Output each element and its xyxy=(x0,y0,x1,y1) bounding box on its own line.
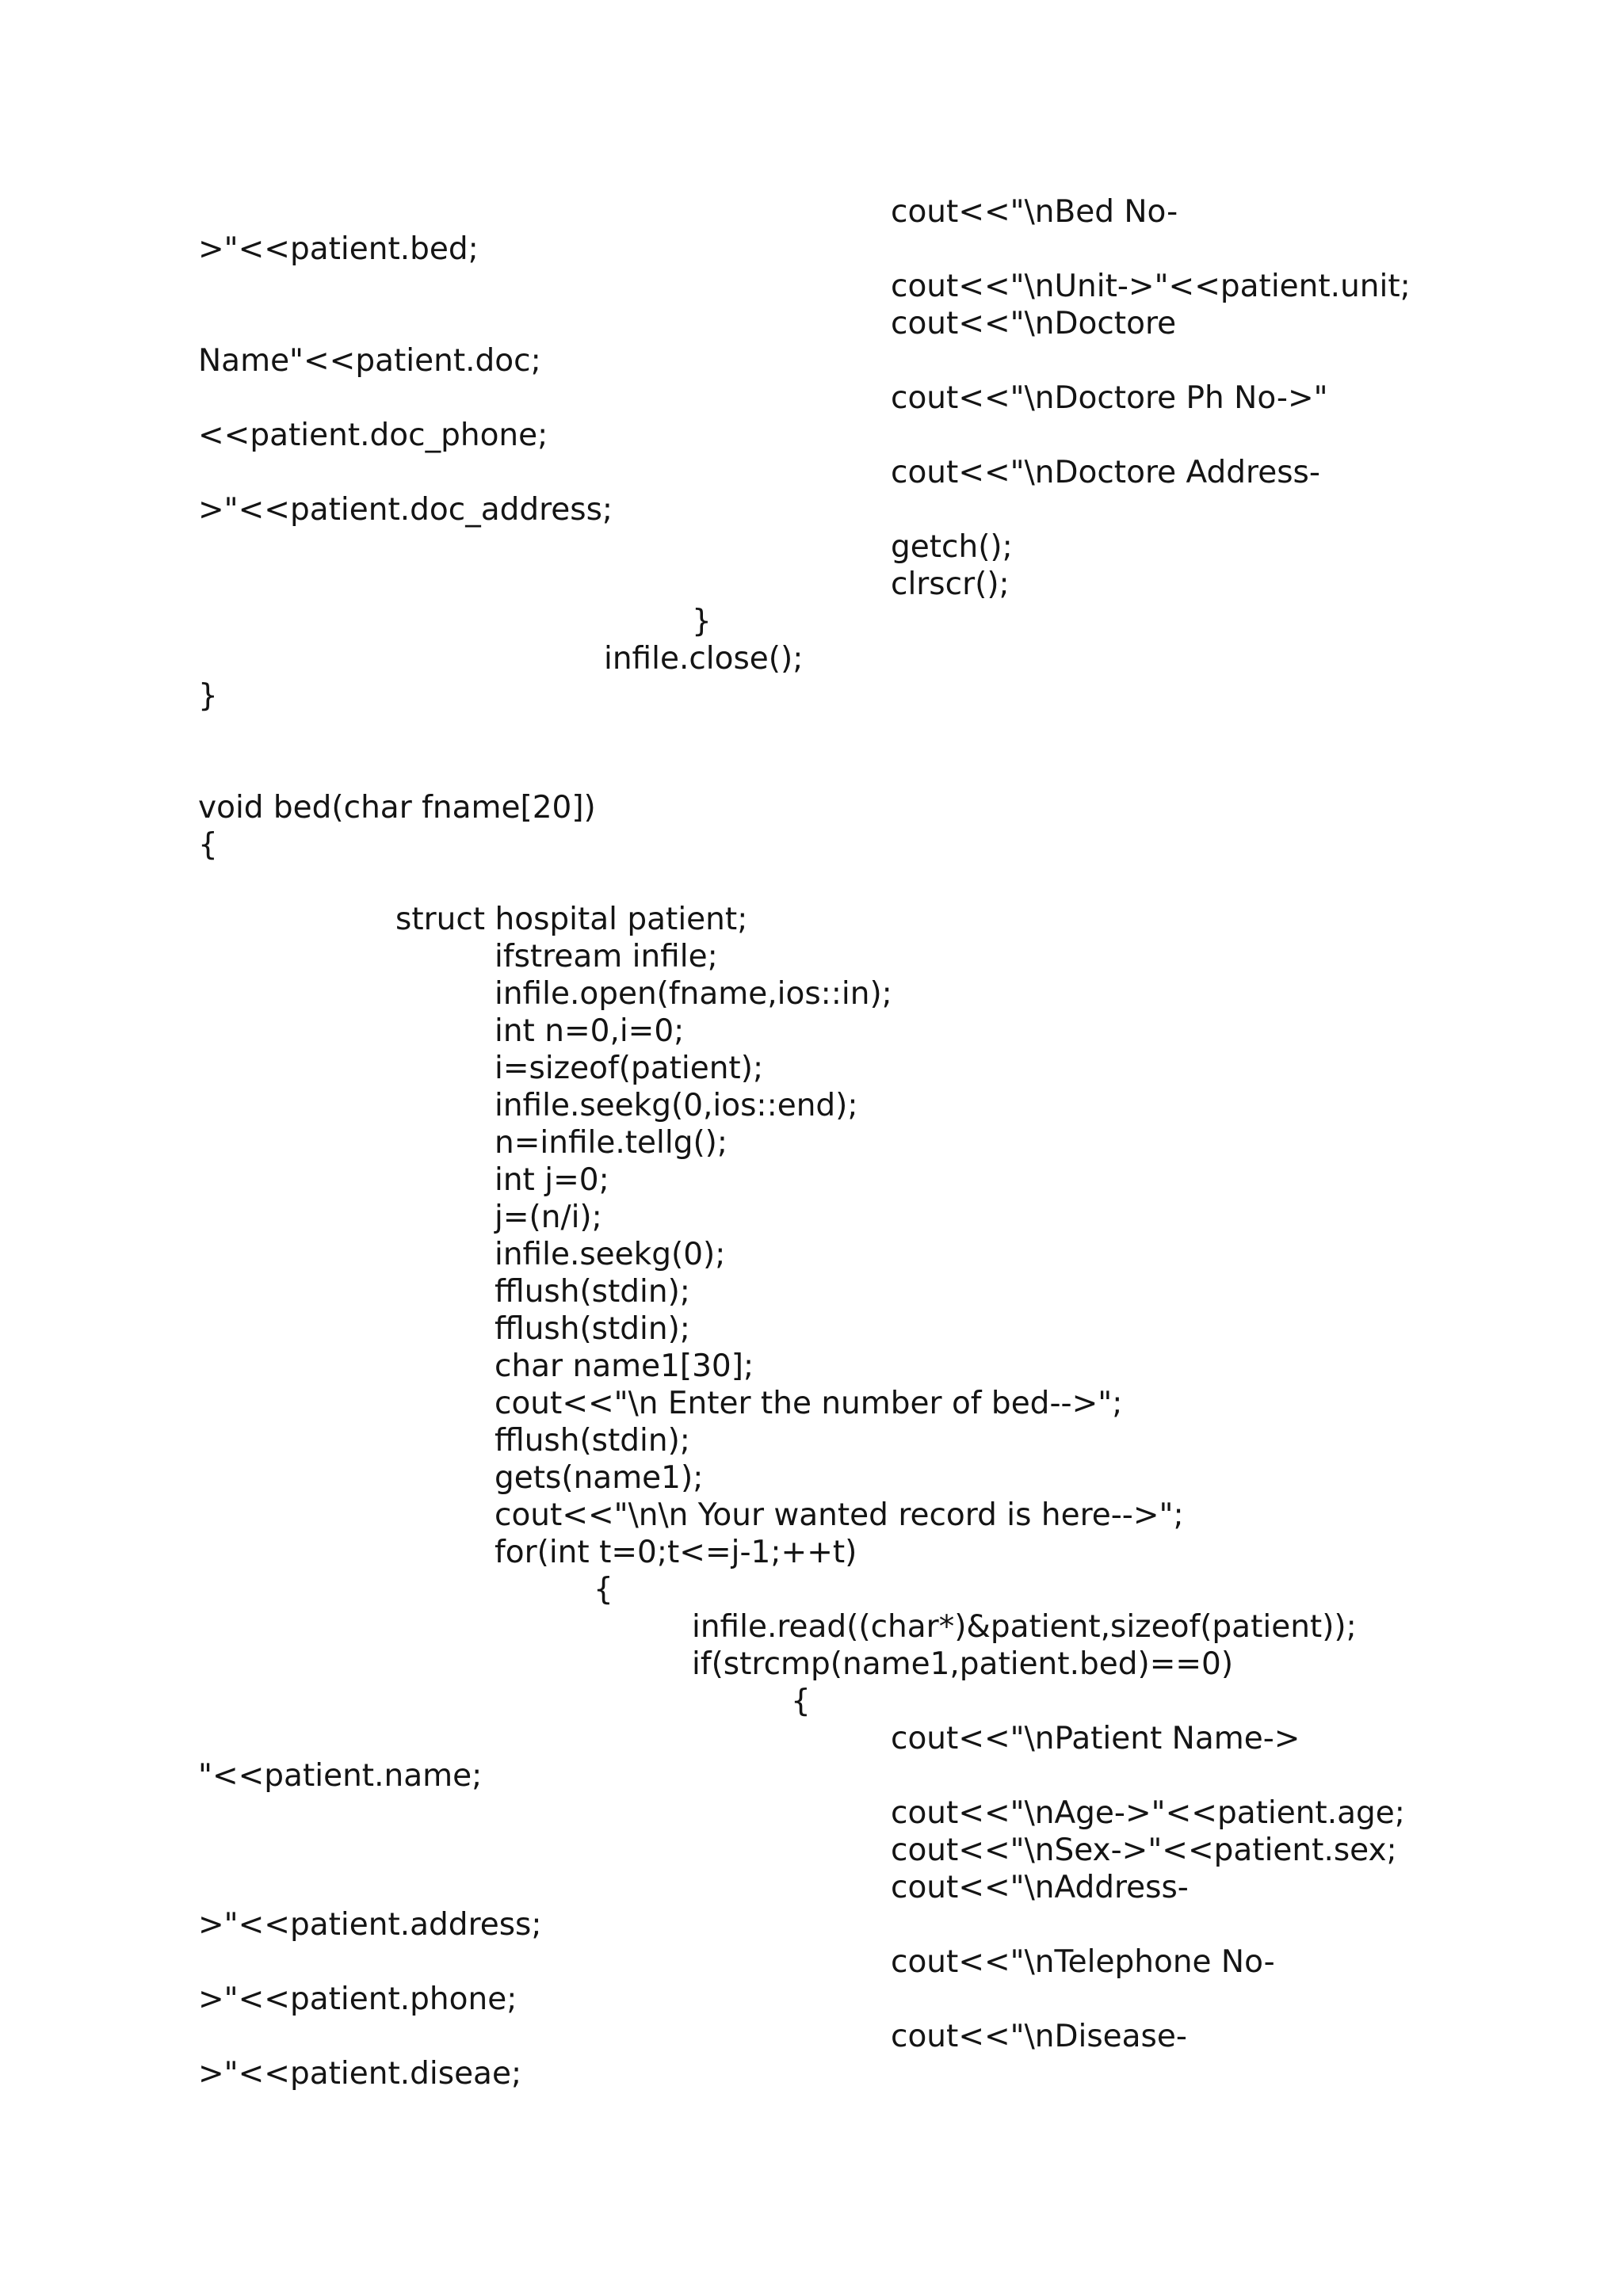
code-line: getch(); xyxy=(891,529,1013,565)
code-line: >"<<patient.address; xyxy=(198,1907,542,1943)
code-line: fflush(stdin); xyxy=(495,1423,690,1459)
code-line: } xyxy=(692,604,712,639)
code-line: char name1[30]; xyxy=(495,1348,754,1384)
code-line: void bed(char fname[20]) xyxy=(198,790,596,826)
code-line: fflush(stdin); xyxy=(495,1274,690,1310)
code-line: cout<<"\nTelephone No- xyxy=(891,1944,1275,1980)
code-line: cout<<"\n\n Your wanted record is here-->"; xyxy=(495,1497,1184,1533)
code-line: } xyxy=(198,678,218,714)
code-line: >"<<patient.diseae; xyxy=(198,2056,522,2092)
code-line: if(strcmp(name1,patient.bed)==0) xyxy=(692,1646,1234,1682)
code-line: infile.seekg(0); xyxy=(495,1237,726,1272)
code-line: infile.close(); xyxy=(604,641,804,677)
code-line: { xyxy=(791,1684,811,1719)
code-line: for(int t=0;t<=j-1;++t) xyxy=(495,1535,857,1570)
code-line: cout<<"\nBed No- xyxy=(891,194,1178,230)
code-line: clrscr(); xyxy=(891,566,1010,602)
code-line: cout<<"\nDoctore Address- xyxy=(891,455,1320,490)
code-line: { xyxy=(198,827,218,863)
code-line: >"<<patient.phone; xyxy=(198,1981,517,2017)
code-line: cout<<"\nAddress- xyxy=(891,1870,1189,1905)
code-line: i=sizeof(patient); xyxy=(495,1051,764,1086)
code-line: ifstream infile; xyxy=(495,939,718,974)
code-line: gets(name1); xyxy=(495,1460,704,1496)
code-line: j=(n/i); xyxy=(495,1199,602,1235)
code-line: "<<patient.name; xyxy=(198,1758,483,1794)
code-line: { xyxy=(594,1572,613,1608)
code-line: cout<<"\nPatient Name-> xyxy=(891,1721,1300,1756)
code-line: infile.seekg(0,ios::end); xyxy=(495,1088,858,1123)
code-line: infile.read((char*)&patient,sizeof(patient)); xyxy=(692,1609,1357,1645)
code-line: >"<<patient.doc_address; xyxy=(198,492,613,528)
code-line: cout<<"\nDisease- xyxy=(891,2019,1187,2054)
code-line: fflush(stdin); xyxy=(495,1311,690,1347)
code-line: int n=0,i=0; xyxy=(495,1013,685,1049)
code-line: cout<<"\n Enter the number of bed-->"; xyxy=(495,1386,1123,1421)
code-line: int j=0; xyxy=(495,1162,609,1198)
code-line: Name"<<patient.doc; xyxy=(198,343,541,379)
code-line: cout<<"\nUnit->"<<patient.unit; xyxy=(891,269,1411,304)
code-line: n=infile.tellg(); xyxy=(495,1125,728,1161)
code-line: >"<<patient.bed; xyxy=(198,231,479,267)
code-line: struct hospital patient; xyxy=(395,902,748,937)
code-line: cout<<"\nAge->"<<patient.age; xyxy=(891,1795,1405,1831)
code-line: cout<<"\nDoctore Ph No->" xyxy=(891,380,1328,416)
code-line: cout<<"\nDoctore xyxy=(891,306,1177,341)
code-line: <<patient.doc_phone; xyxy=(198,418,548,453)
code-line: infile.open(fname,ios::in); xyxy=(495,976,892,1012)
code-line: cout<<"\nSex->"<<patient.sex; xyxy=(891,1833,1397,1868)
